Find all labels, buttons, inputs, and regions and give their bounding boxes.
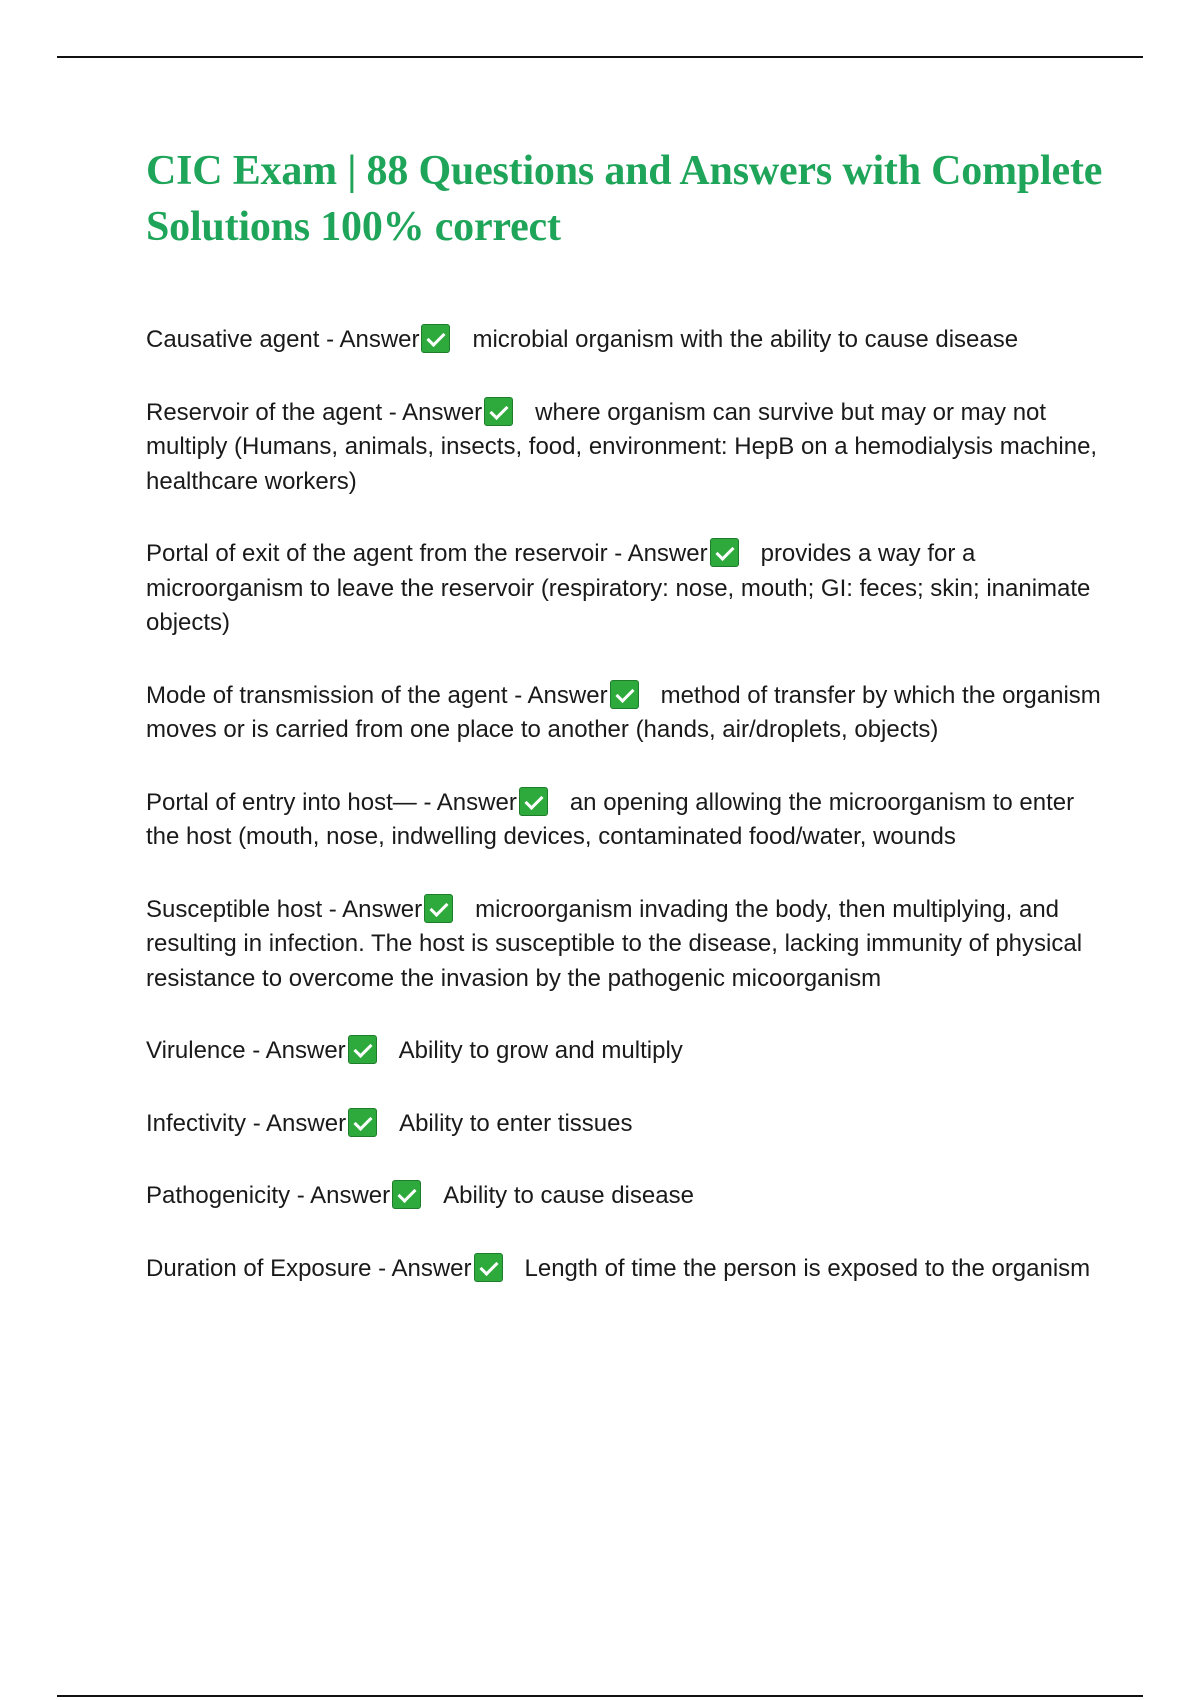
check-mark-icon [348, 1108, 377, 1137]
header-rule [57, 56, 1143, 58]
qa-answer: Length of time the person is exposed to the organism [524, 1254, 1091, 1282]
qa-item [146, 679, 1106, 748]
qa-term: Mode of transmission of the agent [146, 681, 508, 709]
qa-separator: - Answer [507, 681, 608, 709]
qa-term: Pathogenicity [146, 1182, 291, 1209]
qa-term: Susceptible host [146, 895, 323, 923]
qa-answer: Ability to enter tissues [399, 1109, 633, 1137]
qa-separator: - Answer [246, 1109, 347, 1137]
qa-term: Causative agent [146, 326, 320, 353]
qa-answer: an opening allowing the microorganism to enter the host (mouth, nose, indwelling devices, contaminated food/water, wounds [146, 788, 1075, 850]
qa-item [146, 323, 1106, 358]
check-mark-icon [348, 1035, 377, 1064]
qa-answer: Ability to cause disease [443, 1182, 694, 1209]
check-mark-icon [610, 680, 639, 709]
qa-term: Infectivity [146, 1109, 247, 1137]
qa-item [146, 1252, 1106, 1287]
check-mark-icon [392, 1180, 421, 1209]
qa-answer: where organism can survive but may or may not multiply (Humans, animals, insects, food, environment: HepB on a hemodialysis machine, healthcare workers) [146, 398, 1098, 495]
qa-item [146, 786, 1106, 855]
footer-rule [57, 1695, 1143, 1697]
qa-answer: microorganism invading the body, then multiplying, and resulting in infection. The host is susceptible to the disease, lacking immunity of physical resistance to overcome the invasion by the pathogenic micoorganism [146, 895, 1083, 992]
qa-term: Reservoir of the agent [146, 398, 383, 426]
qa-item [146, 1179, 1106, 1214]
qa-separator: - Answer [416, 788, 517, 816]
qa-item [146, 893, 1106, 997]
check-mark-icon [474, 1253, 503, 1282]
qa-separator: - Answer [322, 895, 423, 923]
qa-answer: Ability to grow and multiply [398, 1037, 683, 1064]
qa-separator: - Answer [290, 1182, 391, 1209]
qa-item [146, 1034, 1106, 1069]
qa-item [146, 537, 1106, 641]
check-mark-icon [519, 787, 548, 816]
qa-answer: provides a way for a microorganism to leave the reservoir (respiratory: nose, mouth; GI: feces; skin; inanimate objects) [146, 540, 1091, 636]
qa-term: Portal of entry into host— [146, 788, 417, 816]
check-mark-icon [421, 324, 450, 353]
qa-separator: - Answer [319, 326, 420, 353]
document-page [146, 143, 1106, 1324]
qa-item [146, 396, 1106, 500]
qa-answer: microbial organism with the ability to cause disease [472, 326, 1019, 353]
qa-separator: - Answer [607, 540, 708, 567]
check-mark-icon [484, 397, 513, 426]
qa-separator: - Answer [382, 398, 483, 426]
qa-answer: method of transfer by which the organism moves or is carried from one place to another (hands, air/droplets, objects) [146, 681, 1101, 743]
qa-separator: - Answer [371, 1254, 472, 1282]
qa-term: Duration of Exposure [146, 1254, 372, 1282]
qa-list [146, 323, 1106, 1286]
qa-term: Virulence [146, 1037, 246, 1064]
qa-item [146, 1107, 1106, 1142]
check-mark-icon [710, 538, 739, 567]
check-mark-icon [424, 894, 453, 923]
qa-separator: - Answer [245, 1037, 346, 1064]
document-title: CIC Exam | 88 Questions and Answers with Complete Solutions 100% correct [146, 148, 1103, 250]
qa-term: Portal of exit of the agent from the reservoir [146, 540, 608, 567]
